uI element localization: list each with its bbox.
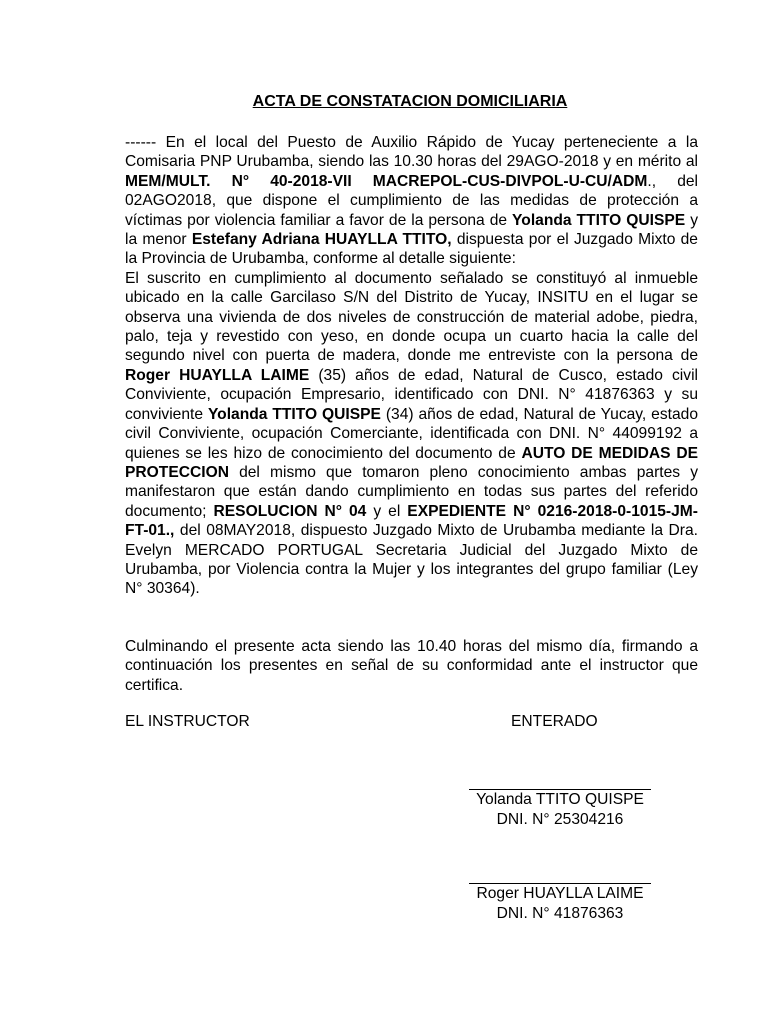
instructor-label: EL INSTRUCTOR — [125, 713, 250, 730]
signatory-dni: DNI. N° 41876363 — [496, 905, 624, 922]
paragraph-intro — [125, 133, 698, 269]
text-run: ------ En el local del Puesto de Auxilio Rápido de Yucay perteneciente a la Comisaria PNP Urubamba, siendo las 10.30 horas del 29AGO-2018 y en mérito al — [125, 134, 698, 171]
paragraph-findings — [125, 269, 698, 599]
person-name: Yolanda TTITO QUISPE — [207, 405, 381, 423]
text-run: (34) años de edad, Natural de Yucay, estado civil Conviviente, ocupación Comerciante, identificada con DNI. N° 44099192 a quienes se les hizo de conocimiento del documento de — [125, 405, 698, 462]
signatory-name: Yolanda TTITO QUISPE — [476, 791, 644, 808]
expediente-reference: EXPEDIENTE N° 0216-2018-0-1015-JM-FT-01., — [125, 502, 698, 540]
document-title: ACTA DE CONSTATACION DOMICILIARIA — [252, 93, 568, 110]
memo-reference: MEM/MULT. N° 40-2018-VII MACREPOL-CUS-DIVPOL-U-CU/ADM — [125, 172, 648, 190]
text-run: El suscrito en cumplimiento al documento señalado se constituyó al inmueble ubicado en la calle Garcilaso S/N del Distrito de Yucay, INSITU en el lugar se observa una vivienda de dos niveles de construcción de material adobe, piedra, palo, teja y revestido con yeso, en donde ocupa un cuarto hacia la calle del segundo nivel con puerta de madera, donde me entreviste con la persona de — [125, 269, 698, 365]
body-section — [125, 133, 698, 599]
paragraph-closing: Culminando el presente acta siendo las 10.40 horas del mismo día, firmando a continuación los presentes en señal de su conformidad ante el instructor que certifica. — [125, 638, 698, 694]
person-name: Roger HUAYLLA LAIME — [125, 366, 310, 384]
text-run: (35) años de edad, Natural de Cusco, estado civil Conviviente, ocupación Empresario, identificado con DNI. N° 41876363 y su conviviente — [125, 366, 698, 423]
text-run: del mismo que tomaron pleno conocimiento ambas partes y manifestaron que están dando cumplimiento en todas sus partes del referido documento; — [125, 463, 698, 520]
text-run: dispuesta por el Juzgado Mixto de la Provincia de Urubamba, conforme al detalle siguiente: — [125, 231, 698, 268]
resolution-reference: RESOLUCION N° 04 — [213, 502, 367, 520]
text-run: del 08MAY2018, dispuesto Juzgado Mixto de Urubamba mediante la Dra. Evelyn MERCADO PORTUGAL Secretaria Judicial del Juzgado Mixto de Urubamba, por Violencia contra la Mujer y los integrantes del grupo familiar (Ley N° 30364). — [125, 522, 698, 598]
signatory-dni: DNI. N° 25304216 — [496, 811, 624, 828]
text-run: ., del 02AGO2018, que dispone el cumplimiento de las medidas de protección a víctimas por violencia familiar a favor de la persona de — [125, 172, 698, 229]
enterado-label: ENTERADO — [511, 713, 598, 730]
person-name: Estefany Adriana HUAYLLA TTITO, — [191, 231, 452, 249]
document-reference: AUTO DE MEDIDAS DE PROTECCION — [125, 444, 698, 481]
person-name: Yolanda TTITO QUISPE — [512, 211, 686, 229]
text-run: y el — [366, 502, 408, 520]
text-run: y la menor — [125, 211, 698, 249]
signature-block — [462, 789, 658, 830]
signature-block — [462, 883, 658, 924]
signatory-name: Roger HUAYLLA LAIME — [476, 885, 644, 902]
